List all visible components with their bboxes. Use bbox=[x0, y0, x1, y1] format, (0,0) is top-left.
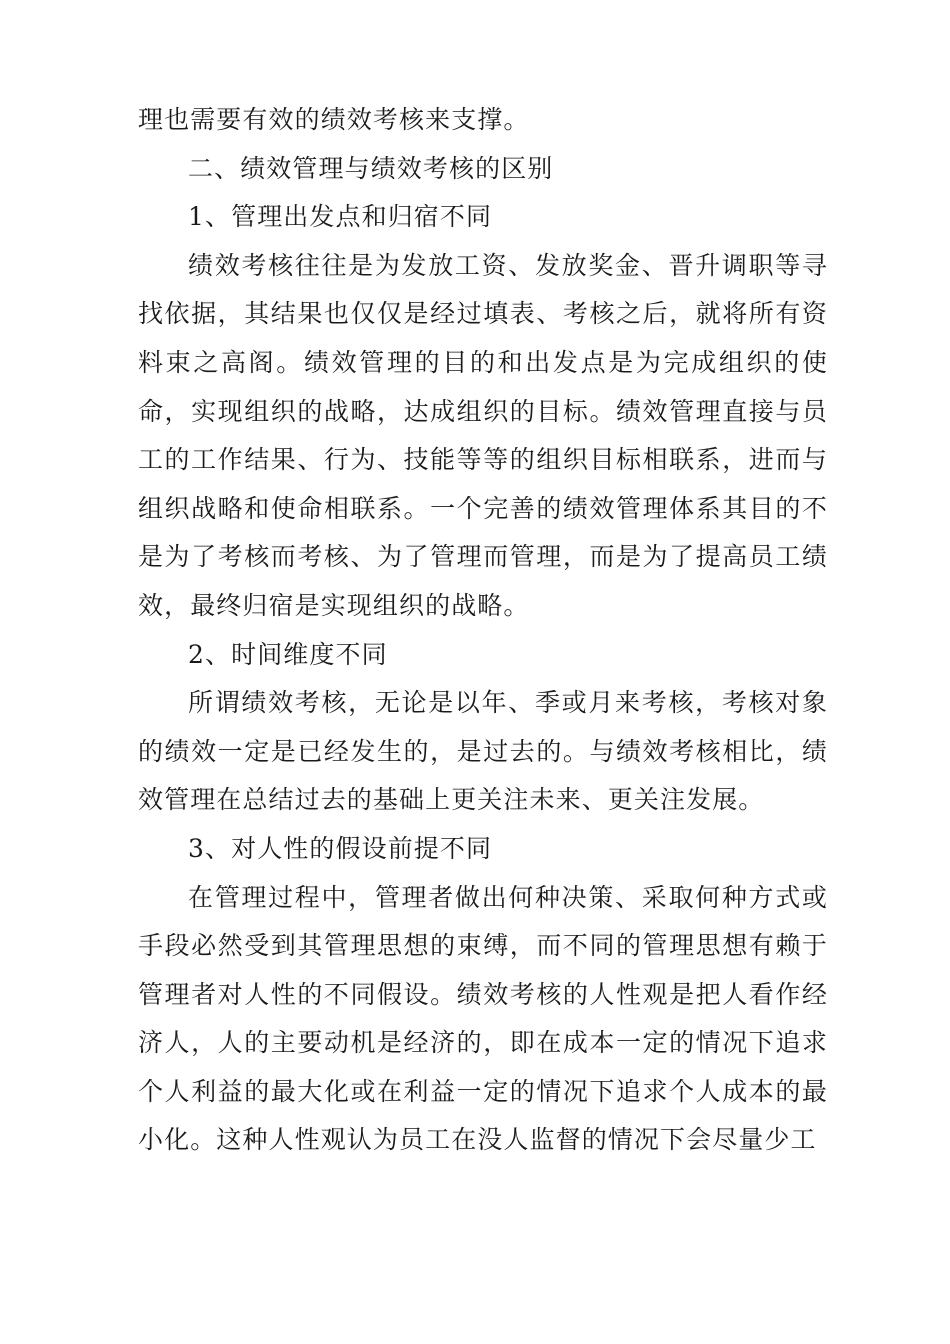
document-body bbox=[138, 96, 828, 1165]
paragraph-continuation: 理也需要有效的绩效考核来支撑。 bbox=[138, 105, 530, 134]
section-heading: 二、绩效管理与绩效考核的区别 bbox=[188, 153, 554, 183]
paragraph-body-3: 在管理过程中，管理者做出何种决策、采取何种方式或手段必然受到其管理思想的束缚，而不同的管理思想有赖于管理者对人性的不同假设。绩效考核的人性观是把人看作经济人，人的主要动机是经济的，即在成本一定的情况下追求个人利益的最大化或在利益一定的情况下追求个人成本的最小化。这种人性观认为员工在没人监督的情况下会尽量少工 bbox=[138, 882, 828, 1155]
subsection-heading-1: 1、管理出发点和归宿不同 bbox=[188, 202, 493, 232]
subsection-heading-2: 2、时间维度不同 bbox=[188, 639, 388, 669]
subsection-heading-3: 3、对人性的假设前提不同 bbox=[188, 833, 493, 863]
paragraph-body-1: 绩效考核往往是为发放工资、发放奖金、晋升调职等寻找依据，其结果也仅仅是经过填表、考核之后，就将所有资料束之高阁。绩效管理的目的和出发点是为完成组织的使命，实现组织的战略，达成组织的目标。绩效管理直接与员工的工作结果、行为、技能等等的组织目标相联系，进而与组织战略和使命相联系。一个完善的绩效管理体系其目的不是为了考核而考核、为了管理而管理，而是为了提高员工绩效，最终归宿是实现组织的战略。 bbox=[138, 250, 828, 620]
paragraph-body-2: 所谓绩效考核，无论是以年、季或月来考核，考核对象的绩效一定是已经发生的，是过去的。与绩效考核相比，绩效管理在总结过去的基础上更关注未来、更关注发展。 bbox=[138, 688, 828, 815]
